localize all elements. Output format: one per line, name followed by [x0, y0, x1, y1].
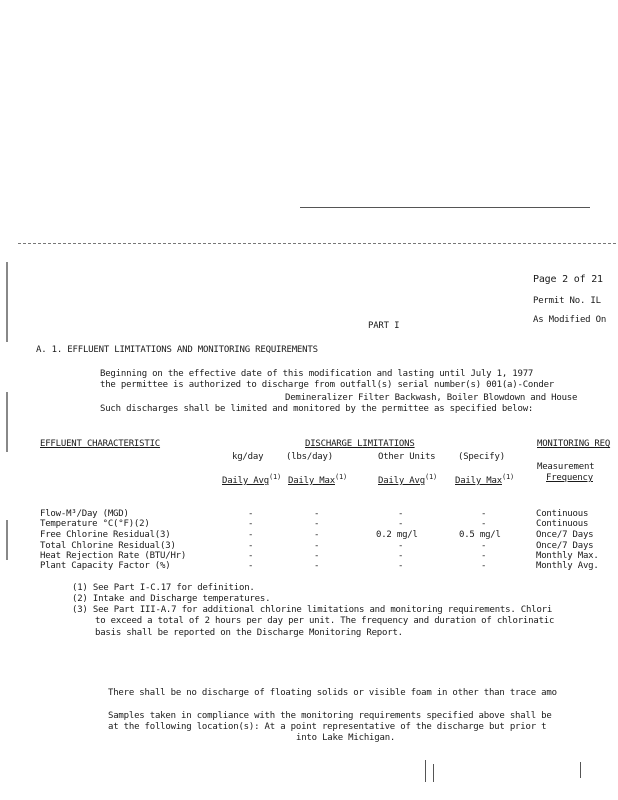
left-margin-mark [6, 262, 8, 342]
footnote-1: (1) See Part I-C.17 for definition. [72, 583, 255, 593]
row-kg-max: - [314, 561, 320, 571]
row-kg-avg: - [248, 541, 254, 551]
left-margin-mark [6, 520, 8, 560]
part-heading: PART I [368, 321, 400, 331]
samples-paragraph-3: into Lake Michigan. [296, 733, 396, 743]
row-kg-avg: - [248, 561, 254, 571]
row-frequency: Continuous [536, 509, 589, 519]
row-other-max: - [481, 551, 487, 561]
row-kg-avg: - [248, 530, 254, 540]
footnote-2: (2) Intake and Discharge temperatures. [72, 594, 271, 604]
row-name: Temperature °C(°F)(2) [40, 519, 150, 529]
row-kg-avg: - [248, 519, 254, 529]
row-frequency: Once/7 Days [536, 530, 594, 540]
row-other-max: - [481, 561, 487, 571]
row-other-avg: - [398, 541, 404, 551]
row-kg-avg: - [248, 551, 254, 561]
col-daily-avg-other: Daily Avg$^{(1)}$ [378, 473, 438, 486]
row-kg-max: - [314, 541, 320, 551]
page-number: Page 2 of 21 [533, 274, 603, 285]
left-margin-mark [6, 392, 8, 452]
footnote-3-cont: basis shall be reported on the Discharge Monitoring Report. [95, 628, 403, 638]
header-discharge-limitations: DISCHARGE LIMITATIONS [305, 439, 415, 449]
intro-line-3: Demineralizer Filter Backwash, Boiler Blowdown and House [285, 393, 578, 403]
row-name: Flow-M³/Day (MGD) [40, 509, 129, 519]
units-lbs-day: (lbs/day) [286, 452, 333, 462]
intro-line-1: Beginning on the effective date of this modification and lasting until July 1, 1977 [100, 369, 534, 379]
samples-paragraph-2: at the following location(s): At a point representative of the discharge but prior t [108, 722, 547, 732]
footnote-3: (3) See Part III-A.7 for additional chlorine limitations and monitoring requirements. Chlori [72, 605, 553, 615]
intro-line-2: the permittee is authorized to discharge from outfall(s) serial number(s) 001(a)-Conder [100, 380, 555, 390]
foam-paragraph: There shall be no discharge of floating solids or visible foam in other than trace amo [108, 688, 557, 698]
permit-number: Permit No. IL [533, 296, 601, 306]
row-frequency: Continuous [536, 519, 589, 529]
top-rule [300, 207, 590, 208]
units-specify: (Specify) [458, 452, 505, 462]
units-other: Other Units [378, 452, 436, 462]
row-other-max: - [481, 509, 487, 519]
bottom-scan-mark [433, 764, 434, 782]
row-other-avg: - [398, 561, 404, 571]
row-other-max: - [481, 541, 487, 551]
bottom-scan-mark [425, 760, 426, 782]
col-daily-max-other: Daily Max$^{(1)}$ [455, 473, 515, 486]
bottom-scan-mark [580, 762, 581, 778]
row-name: Plant Capacity Factor (%) [40, 561, 171, 571]
footnote-3-cont: to exceed a total of 2 hours per day per unit. The frequency and duration of chlorinatic [95, 616, 555, 626]
row-name: Heat Rejection Rate (BTU/Hr) [40, 551, 187, 561]
row-other-max: 0.5 mg/l [459, 530, 501, 540]
intro-line-4: Such discharges shall be limited and monitored by the permittee as specified below: [100, 404, 534, 414]
measurement-label: Measurement [537, 462, 595, 472]
row-name: Total Chlorine Residual(3) [40, 541, 176, 551]
row-kg-avg: - [248, 509, 254, 519]
units-kg-day: kg/day [232, 452, 264, 462]
row-name: Free Chlorine Residual(3) [40, 530, 171, 540]
as-modified-on: As Modified On [533, 315, 607, 325]
row-other-avg: - [398, 509, 404, 519]
row-frequency: Monthly Max. [536, 551, 599, 561]
row-frequency: Once/7 Days [536, 541, 594, 551]
row-kg-max: - [314, 509, 320, 519]
row-kg-max: - [314, 530, 320, 540]
row-other-avg: - [398, 519, 404, 529]
row-kg-max: - [314, 551, 320, 561]
row-frequency: Monthly Avg. [536, 561, 599, 571]
col-daily-max-kg: Daily Max$^{(1)}$ [288, 473, 348, 486]
samples-paragraph-1: Samples taken in compliance with the monitoring requirements specified above shall be [108, 711, 552, 721]
section-title: A. 1. EFFLUENT LIMITATIONS AND MONITORING REQUIREMENTS [36, 345, 318, 355]
row-other-max: - [481, 519, 487, 529]
header-effluent-characteristic: EFFLUENT CHARACTERISTIC [40, 439, 161, 449]
header-monitoring-requirements: MONITORING REQ [537, 439, 611, 449]
frequency-label: Frequency [546, 473, 593, 483]
row-kg-max: - [314, 519, 320, 529]
col-daily-avg-kg: Daily Avg$^{(1)}$ [222, 473, 282, 486]
row-other-avg: - [398, 551, 404, 561]
scan-edge-line [18, 243, 616, 244]
row-other-avg: 0.2 mg/l [376, 530, 418, 540]
